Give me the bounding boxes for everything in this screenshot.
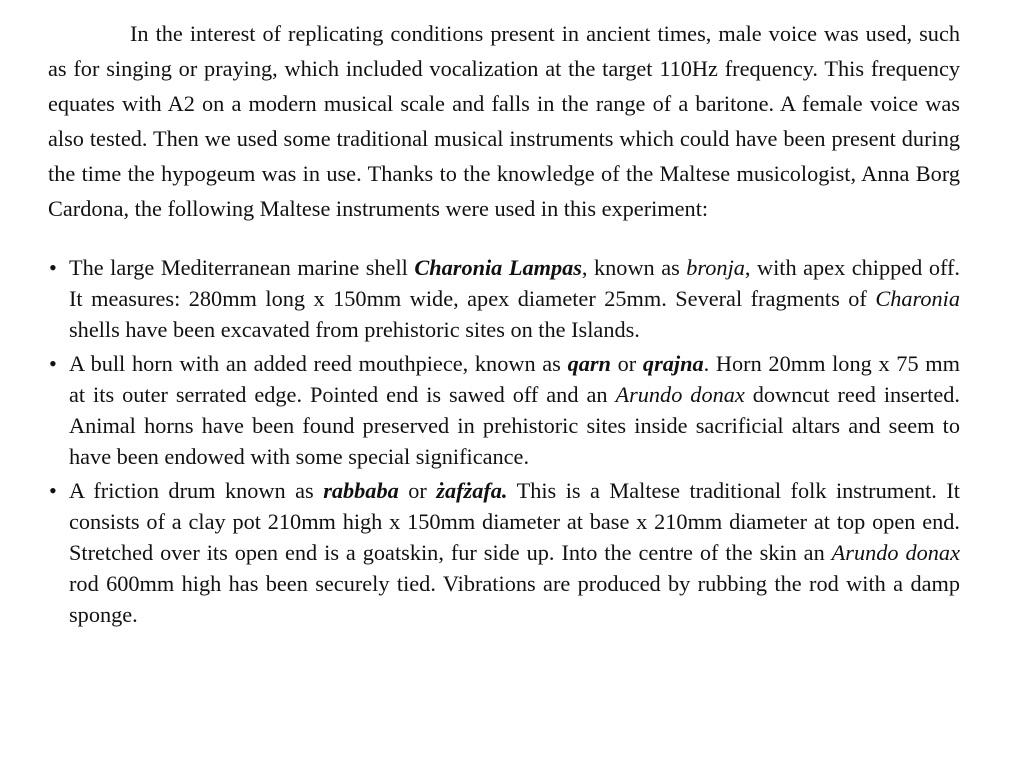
item-text: The large Mediterranean marine shell <box>69 255 415 280</box>
instrument-name: rabbaba <box>323 478 399 503</box>
species-name: Arundo donax <box>831 540 960 565</box>
item-text: rod 600mm high has been securely tied. Vibrations are produced by rubbing the rod with a damp sponge. <box>69 571 960 627</box>
list-item-rabbaba <box>48 475 960 630</box>
maltese-name: bronja <box>686 255 745 280</box>
item-text: . Horn 20mm long x 75 mm at its outer serrated edge. Pointed end is sawed off and an <box>69 351 960 407</box>
bullet-icon: • <box>49 478 57 503</box>
item-text: , with apex chipped off. It measures: 280mm long x 150mm wide, apex diameter 25mm. Several fragments of <box>69 255 960 311</box>
item-text: shells have been excavated from prehistoric sites on the Islands. <box>69 317 640 342</box>
list-item-qarn <box>48 348 960 472</box>
genus-name: Charonia <box>875 286 960 311</box>
intro-paragraph: In the interest of replicating conditions present in ancient times, male voice was used, such as for singing or praying, which included vocalization at the target 110Hz frequency. This frequency equates with A2 on a modern musical scale and falls in the range of a baritone. A female voice was also tested. Then we used some traditional musical instruments which could have been present during the time the hypogeum was in use. Thanks to the knowledge of the Maltese musicologist, Anna Borg Cardona, the following Maltese instruments were used in this experiment: <box>48 21 960 221</box>
list-item-bronja <box>48 252 960 345</box>
item-text: This is a Maltese traditional folk instrument. It consists of a clay pot 210mm high x 150mm diameter at base x 210mm diameter at top open end. Stretched over its open end is a goatskin, fur side up. Into the centre of the skin an <box>69 478 960 565</box>
species-name: Arundo donax <box>615 382 745 407</box>
item-text: or <box>398 478 437 503</box>
item-text: , known as <box>581 255 687 280</box>
instrument-name: qrajna <box>642 351 704 376</box>
species-name: Charonia Lampas <box>414 255 582 280</box>
instrument-name: qarn <box>567 351 611 376</box>
instrument-list <box>48 252 960 630</box>
item-text: A bull horn with an added reed mouthpiece, known as <box>69 351 568 376</box>
instrument-name: żafżafa. <box>436 478 508 503</box>
bullet-icon: • <box>49 351 57 376</box>
item-text: or <box>610 351 643 376</box>
document-page <box>48 16 960 633</box>
bullet-icon: • <box>49 255 57 280</box>
item-text: A friction drum known as <box>69 478 324 503</box>
item-text: downcut reed inserted. Animal horns have been found preserved in prehistoric sites inside sacrificial altars and seem to have been endowed with some special significance. <box>69 382 960 469</box>
